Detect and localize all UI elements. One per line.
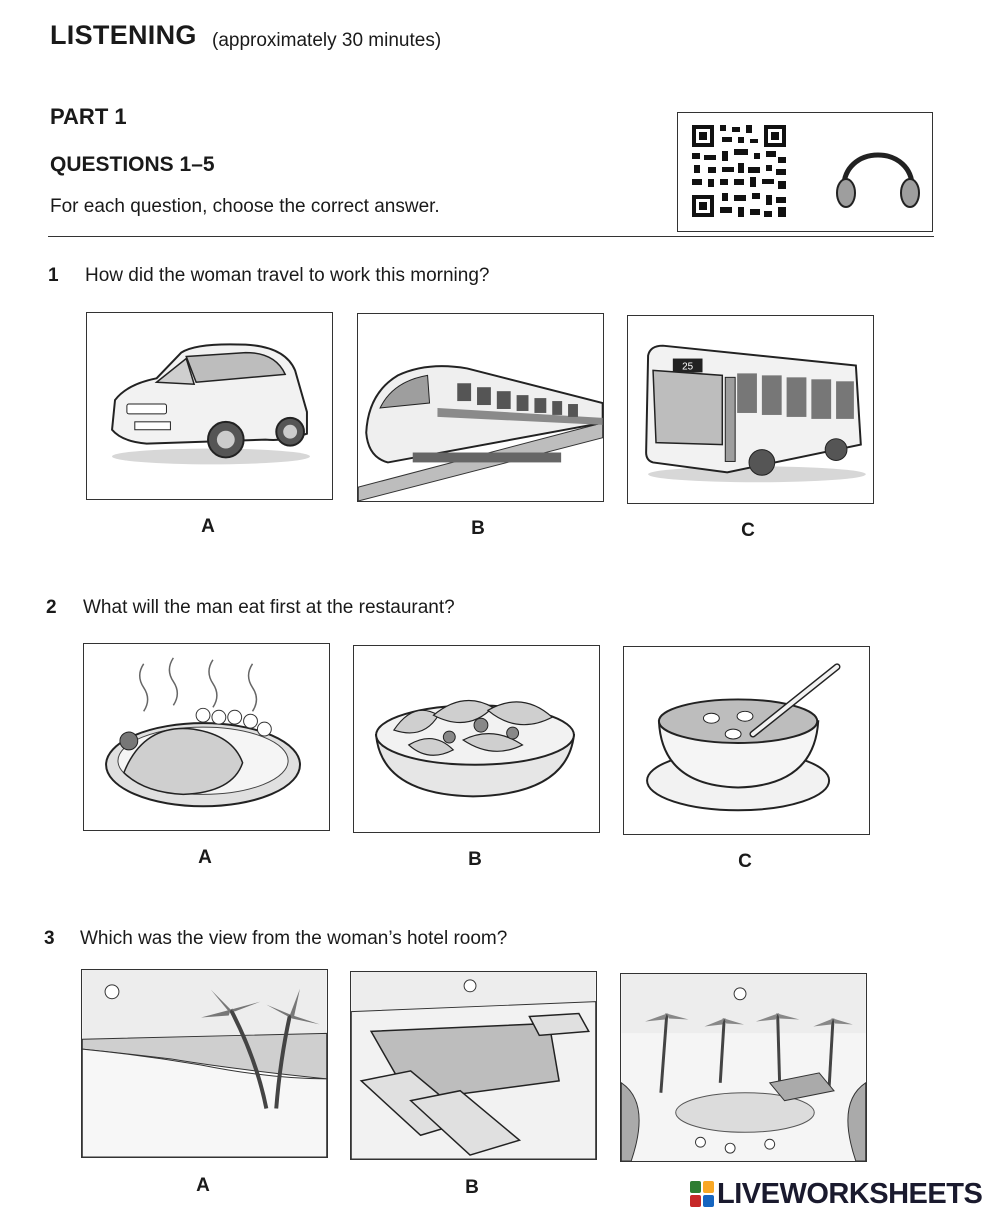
question-number: 2	[46, 597, 57, 618]
option-label: B	[471, 518, 485, 539]
option-label: A	[201, 516, 215, 537]
pool-illustration	[351, 972, 596, 1159]
question-text: What will the man eat first at the restaurant?	[83, 597, 455, 618]
option-image-train[interactable]	[357, 313, 604, 502]
option-label: C	[741, 520, 755, 541]
option-image-chicken[interactable]	[83, 643, 330, 831]
bus-illustration	[628, 316, 873, 503]
option-label: A	[196, 1175, 210, 1196]
instructions-text: For each question, choose the correct answer.	[50, 196, 440, 217]
roast-chicken-illustration	[84, 644, 329, 830]
option-label: A	[198, 847, 212, 868]
train-illustration	[358, 314, 603, 501]
car-illustration	[87, 313, 332, 499]
option-label: B	[465, 1177, 479, 1198]
watermark-text: LIVEWORKSHEETS	[717, 1177, 983, 1210]
option-label: C	[738, 851, 752, 872]
question-text: How did the woman travel to work this morning?	[85, 265, 490, 286]
option-image-salad[interactable]	[353, 645, 600, 833]
option-image-garden[interactable]	[620, 973, 867, 1162]
headphones-icon	[830, 135, 926, 215]
option-image-beach[interactable]	[81, 969, 328, 1158]
option-label: B	[468, 849, 482, 870]
soup-illustration	[624, 647, 869, 834]
option-image-pool[interactable]	[350, 971, 597, 1160]
option-image-car[interactable]	[86, 312, 333, 500]
option-image-bus[interactable]	[627, 315, 874, 504]
question-number: 3	[44, 928, 55, 949]
option-image-soup[interactable]	[623, 646, 870, 835]
section-duration: (approximately 30 minutes)	[212, 30, 442, 51]
salad-illustration	[354, 646, 599, 832]
part-heading: PART 1	[50, 104, 127, 129]
questions-range-heading: QUESTIONS 1–5	[50, 153, 215, 176]
bus-route-number: 25	[682, 361, 694, 373]
question-text: Which was the view from the woman’s hotel room?	[80, 928, 508, 949]
beach-illustration	[82, 970, 327, 1157]
liveworksheets-logo-icon	[690, 1181, 714, 1207]
liveworksheets-watermark	[690, 1176, 982, 1212]
header-divider	[48, 236, 934, 237]
garden-illustration	[621, 974, 866, 1161]
section-title: LISTENING	[50, 20, 197, 50]
question-number: 1	[48, 265, 59, 286]
